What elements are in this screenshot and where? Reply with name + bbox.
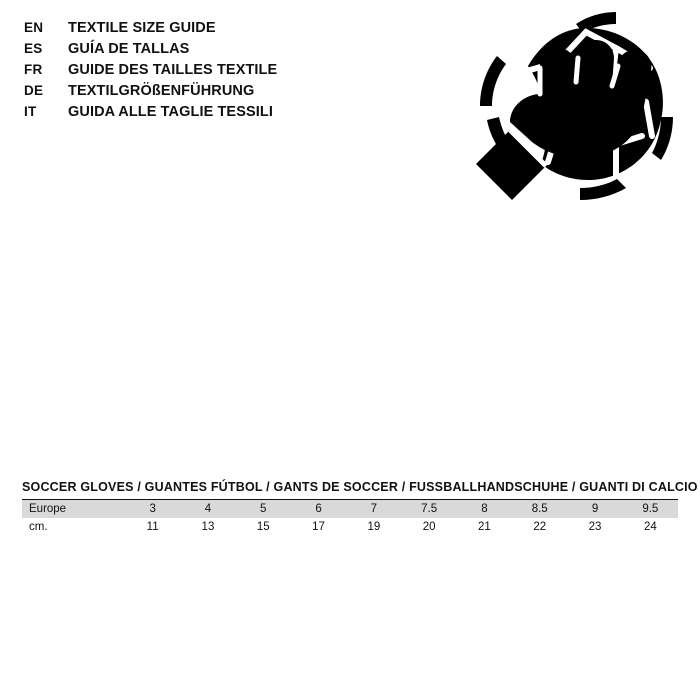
language-title-fr: GUIDE DES TAILLES TEXTILE <box>68 62 278 78</box>
cell-europe-2: 4 <box>180 500 235 519</box>
language-title-it: GUIDA ALLE TAGLIE TESSILI <box>68 104 273 120</box>
cell-cm-4: 17 <box>291 518 346 536</box>
cell-cm-10: 24 <box>623 518 678 536</box>
language-code-fr: FR <box>24 62 43 77</box>
cell-cm-5: 19 <box>346 518 401 536</box>
language-row-fr <box>24 62 444 83</box>
language-legend <box>24 20 444 125</box>
language-title-en: TEXTILE SIZE GUIDE <box>68 20 216 36</box>
size-table-block <box>22 480 698 536</box>
language-code-de: DE <box>24 83 44 98</box>
cell-europe-1: 3 <box>125 500 180 519</box>
soccer-glove-and-ball-icon <box>466 10 682 210</box>
cell-europe-4: 6 <box>291 500 346 519</box>
table-row <box>22 518 678 536</box>
cell-cm-7: 21 <box>457 518 512 536</box>
cell-europe-9: 9 <box>567 500 622 519</box>
language-code-it: IT <box>24 104 37 119</box>
cell-europe-7: 8 <box>457 500 512 519</box>
cell-cm-2: 13 <box>180 518 235 536</box>
cell-europe-10: 9.5 <box>623 500 678 519</box>
row-label-cm: cm. <box>22 518 125 536</box>
language-title-es: GUÍA DE TALLAS <box>68 41 190 57</box>
cell-cm-9: 23 <box>567 518 622 536</box>
table-row <box>22 500 678 519</box>
cell-europe-3: 5 <box>236 500 291 519</box>
row-label-europe: Europe <box>22 500 125 519</box>
language-title-de: TEXTILGRÖßENFÜHRUNG <box>68 83 255 99</box>
size-table-caption: SOCCER GLOVES / GUANTES FÚTBOL / GANTS DE SOCCER / FUSSBALLHANDSCHUHE / GUANTI DI CALCIO <box>22 480 698 494</box>
language-row-es <box>24 41 444 62</box>
cell-europe-6: 7.5 <box>401 500 456 519</box>
cell-cm-6: 20 <box>401 518 456 536</box>
cell-cm-8: 22 <box>512 518 567 536</box>
size-table <box>22 499 678 536</box>
cell-cm-1: 11 <box>125 518 180 536</box>
language-row-en <box>24 20 444 41</box>
cell-europe-5: 7 <box>346 500 401 519</box>
language-row-de <box>24 83 444 104</box>
cell-europe-8: 8.5 <box>512 500 567 519</box>
language-code-es: ES <box>24 41 43 56</box>
language-row-it <box>24 104 444 125</box>
cell-cm-3: 15 <box>236 518 291 536</box>
language-code-en: EN <box>24 20 44 35</box>
